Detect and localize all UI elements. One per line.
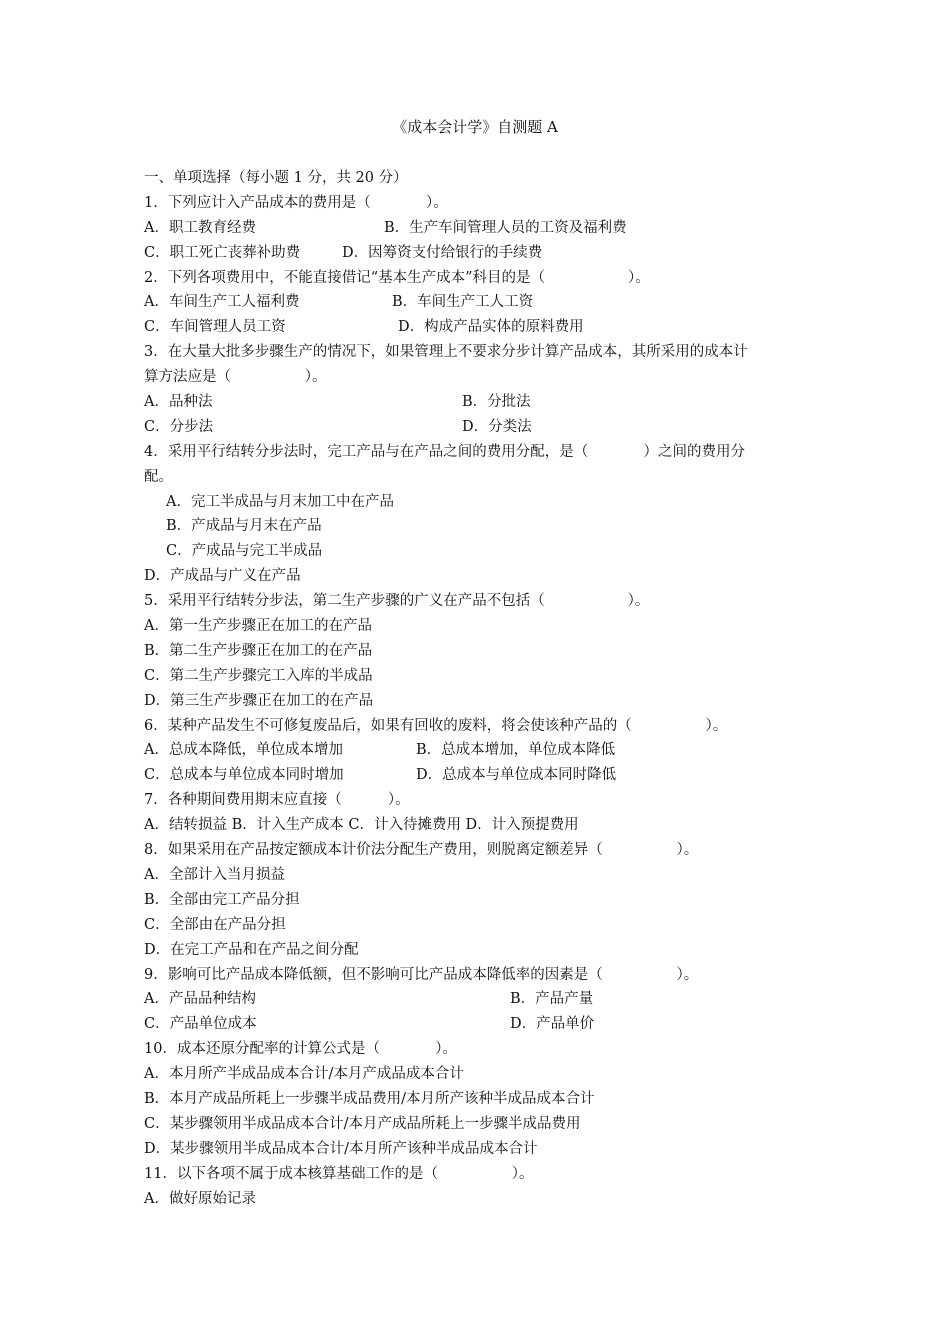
text-line: B．本月产成品所耗上一步骤半成品费用/本月所产该种半成品成本合计 (144, 1090, 595, 1107)
text-line: A．本月所产半成品成本合计/本月产成品成本合计 (144, 1066, 464, 1083)
option-b: D．分类法 (462, 418, 532, 435)
option-b: B．车间生产工人工资 (392, 294, 534, 311)
option-row (144, 390, 814, 415)
text-line: 7．各种期间费用期末应直接（ ）。 (144, 792, 410, 809)
text-line: A．做好原始记录 (144, 1190, 256, 1207)
option-b: D．总成本与单位成本同时降低 (416, 767, 617, 784)
option-a: C．车间管理人员工资 (144, 319, 286, 336)
section-heading: 一、单项选择（每小题 1 分，共 20 分） (144, 170, 408, 186)
option-a: A．品种法 (144, 394, 213, 411)
option-b: B．总成本增加，单位成本降低 (416, 742, 616, 759)
option-row (144, 290, 814, 315)
option-row (144, 738, 814, 763)
option-b: B．生产车间管理人员的工资及福利费 (384, 219, 627, 236)
text-line: 6．某种产品发生不可修复废品后，如果有回收的废料，将会使该种产品的（ ）。 (144, 717, 728, 734)
option-a: A．车间生产工人福利费 (144, 294, 300, 311)
text-line: D．在完工产品和在产品之间分配 (144, 941, 359, 958)
text-line: C．产成品与完工半成品 (166, 543, 323, 560)
option-a: A．产品品种结构 (144, 991, 256, 1008)
text-line: A．全部计入当月损益 (144, 866, 285, 883)
option-a: C．分步法 (144, 418, 214, 435)
option-a: C．产品单位成本 (144, 1016, 257, 1033)
option-row (144, 1012, 814, 1037)
text-line: 3．在大量大批多步骤生产的情况下，如果管理上不要求分步计算产品成本，其所采用的成本计 (144, 344, 748, 361)
text-line: B．第二生产步骤正在加工的在产品 (144, 642, 373, 659)
option-a: A．总成本降低，单位成本增加 (144, 742, 343, 759)
text-line: 8．如果采用在产品按定额成本计价法分配生产费用，则脱离定额差异（ ）。 (144, 842, 699, 859)
text-line: 9．影响可比产品成本降低额，但不影响可比产品成本降低率的因素是（ ）。 (144, 966, 699, 983)
option-row (144, 315, 814, 340)
option-b: D．因筹资支付给银行的手续费 (342, 244, 543, 261)
option-b: B．产品产量 (510, 991, 594, 1008)
text-line: C．全部由在产品分担 (144, 916, 286, 933)
text-line: B．全部由完工产品分担 (144, 891, 300, 908)
text-line: 5．采用平行结转分步法，第二生产步骤的广义在产品不包括（ ）。 (144, 593, 650, 610)
text-line: A．结转损益 B．计入生产成本 C．计入待摊费用 D．计入预提费用 (144, 817, 579, 834)
text-line: A．第一生产步骤正在加工的在产品 (144, 618, 372, 635)
text-line: 算方法应是（ ）。 (144, 369, 327, 386)
option-b: D．产品单价 (510, 1016, 595, 1033)
option-row (144, 987, 814, 1012)
text-line: 10．成本还原分配率的计算公式是（ ）。 (144, 1041, 458, 1058)
text-line: D．第三生产步骤正在加工的在产品 (144, 692, 374, 709)
option-row (144, 763, 814, 788)
text-line: B．产成品与月末在产品 (166, 518, 322, 535)
option-row (144, 216, 814, 241)
option-b: D．构成产品实体的原料费用 (398, 319, 584, 336)
text-line: 4．采用平行结转分步法时，完工产品与在产品之间的费用分配，是（ ）之间的费用分 (144, 443, 746, 460)
question-list (144, 166, 814, 1211)
text-line: 11．以下各项不属于成本核算基础工作的是（ ）。 (144, 1165, 534, 1182)
text-line: D．某步骤领用半成品成本合计/本月所产该种半成品成本合计 (144, 1140, 538, 1157)
text-line: C．某步骤领用半成品成本合计/本月产成品所耗上一步骤半成品费用 (144, 1115, 581, 1132)
option-a: C．总成本与单位成本同时增加 (144, 767, 344, 784)
text-line: 配。 (144, 468, 173, 485)
option-a: C．职工死亡丧葬补助费 (144, 244, 301, 261)
text-line: C．第二生产步骤完工入库的半成品 (144, 667, 373, 684)
text-line: 1．下列应计入产品成本的费用是（ ）。 (144, 194, 448, 211)
option-row (144, 415, 814, 440)
option-b: B．分批法 (462, 394, 531, 411)
text-line: 2．下列各项费用中，不能直接借记“基本生产成本”科目的是（ ）。 (144, 269, 650, 286)
option-row (144, 241, 814, 266)
document-title: 《成本会计学》自测题 A (392, 118, 558, 136)
text-line: D．产成品与广义在产品 (144, 568, 301, 585)
option-a: A．职工教育经费 (144, 219, 256, 236)
text-line: A．完工半成品与月末加工中在产品 (166, 493, 394, 510)
